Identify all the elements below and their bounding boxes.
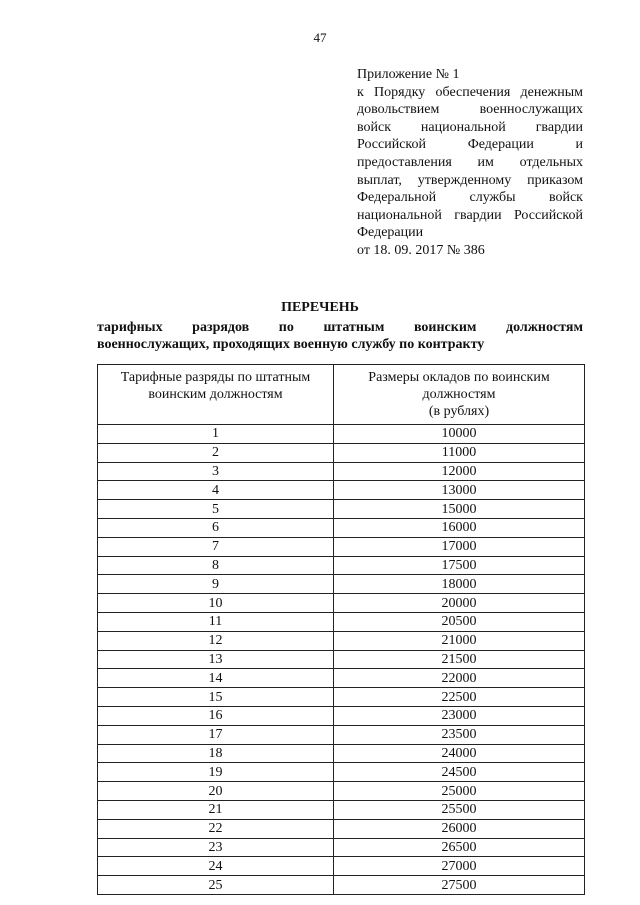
salary-cell: 25500	[334, 800, 585, 819]
table-row	[98, 500, 585, 519]
appendix-line: Приложение № 1	[357, 67, 460, 82]
table-row	[98, 443, 585, 462]
grade-cell: 9	[98, 575, 334, 594]
table-row	[98, 782, 585, 801]
salary-cell: 20000	[334, 594, 585, 613]
table-row	[98, 744, 585, 763]
salary-cell: 26500	[334, 838, 585, 857]
table-row	[98, 537, 585, 556]
salary-cell: 15000	[334, 500, 585, 519]
grade-cell: 19	[98, 763, 334, 782]
salary-cell: 27500	[334, 876, 585, 895]
grade-cell: 21	[98, 800, 334, 819]
salary-cell: 24500	[334, 763, 585, 782]
table-row	[98, 481, 585, 500]
salary-cell: 17000	[334, 537, 585, 556]
grade-cell: 16	[98, 706, 334, 725]
grade-cell: 6	[98, 518, 334, 537]
table-row	[98, 669, 585, 688]
salary-cell: 11000	[334, 443, 585, 462]
appendix-line: выплат, утвержденному приказом	[357, 172, 583, 188]
header-salary	[334, 365, 585, 425]
appendix-line: предоставления им отдельных	[357, 154, 583, 170]
table-row	[98, 650, 585, 669]
grade-cell: 12	[98, 631, 334, 650]
appendix-line: войск национальной гвардии	[357, 119, 583, 135]
header-line: должностям	[422, 387, 496, 402]
table-row	[98, 518, 585, 537]
appendix-line: Федерации	[357, 225, 424, 241]
table-row	[98, 556, 585, 575]
grade-cell: 8	[98, 556, 334, 575]
grade-cell: 24	[98, 857, 334, 876]
document-title: ПЕРЕЧЕНЬ	[281, 300, 359, 315]
appendix-line: Российской Федерации и	[357, 137, 583, 153]
table-row	[98, 425, 585, 444]
salary-cell: 18000	[334, 575, 585, 594]
header-line: Размеры окладов по воинским	[368, 370, 550, 385]
grade-cell: 10	[98, 594, 334, 613]
salary-cell: 26000	[334, 819, 585, 838]
table-row	[98, 462, 585, 481]
salary-cell: 27000	[334, 857, 585, 876]
grade-cell: 20	[98, 782, 334, 801]
tariff-table	[97, 364, 585, 895]
document-subtitle	[97, 319, 583, 353]
salary-cell: 17500	[334, 556, 585, 575]
grade-cell: 13	[98, 650, 334, 669]
salary-cell: 23000	[334, 706, 585, 725]
grade-cell: 5	[98, 500, 334, 519]
salary-cell: 10000	[334, 425, 585, 444]
appendix-line: национальной гвардии Российской	[357, 207, 583, 223]
salary-cell: 22500	[334, 688, 585, 707]
salary-cell: 16000	[334, 518, 585, 537]
salary-cell: 13000	[334, 481, 585, 500]
table-row	[98, 800, 585, 819]
grade-cell: 11	[98, 612, 334, 631]
table-row	[98, 876, 585, 895]
page-number: 47	[313, 30, 327, 45]
grade-cell: 3	[98, 462, 334, 481]
grade-cell: 1	[98, 425, 334, 444]
salary-cell: 22000	[334, 669, 585, 688]
table-row	[98, 631, 585, 650]
appendix-line: Федеральной службы войск	[357, 190, 583, 206]
table-row	[98, 725, 585, 744]
header-line: Тарифные разряды по штатным	[120, 370, 311, 385]
appendix-line: от 18. 09. 2017 № 386	[357, 242, 485, 258]
table-row	[98, 575, 585, 594]
subtitle-line-1: тарифных разрядов по штатным воинским должностям	[97, 320, 583, 335]
table-row	[98, 612, 585, 631]
table-row	[98, 706, 585, 725]
grade-cell: 23	[98, 838, 334, 857]
salary-cell: 23500	[334, 725, 585, 744]
salary-cell: 20500	[334, 612, 585, 631]
table-row	[98, 857, 585, 876]
table-row	[98, 819, 585, 838]
salary-cell: 21000	[334, 631, 585, 650]
subtitle-line-2: военнослужащих, проходящих военную службу по контракту	[97, 337, 485, 352]
appendix-line: довольствием военнослужащих	[357, 102, 583, 118]
table-row	[98, 838, 585, 857]
salary-cell: 12000	[334, 462, 585, 481]
table-row	[98, 763, 585, 782]
grade-cell: 15	[98, 688, 334, 707]
grade-cell: 25	[98, 876, 334, 895]
table-row	[98, 594, 585, 613]
table-header-row	[98, 365, 585, 425]
header-line: (в рублях)	[428, 404, 490, 419]
grade-cell: 18	[98, 744, 334, 763]
table-body	[98, 425, 585, 895]
grade-cell: 14	[98, 669, 334, 688]
salary-cell: 24000	[334, 744, 585, 763]
header-line: воинским должностям	[148, 387, 283, 402]
grade-cell: 4	[98, 481, 334, 500]
salary-cell: 21500	[334, 650, 585, 669]
appendix-line: к Порядку обеспечения денежным	[357, 84, 583, 100]
salary-cell: 25000	[334, 782, 585, 801]
header-grade	[98, 365, 334, 425]
grade-cell: 22	[98, 819, 334, 838]
grade-cell: 17	[98, 725, 334, 744]
appendix-block	[357, 66, 583, 260]
table-row	[98, 688, 585, 707]
grade-cell: 2	[98, 443, 334, 462]
grade-cell: 7	[98, 537, 334, 556]
